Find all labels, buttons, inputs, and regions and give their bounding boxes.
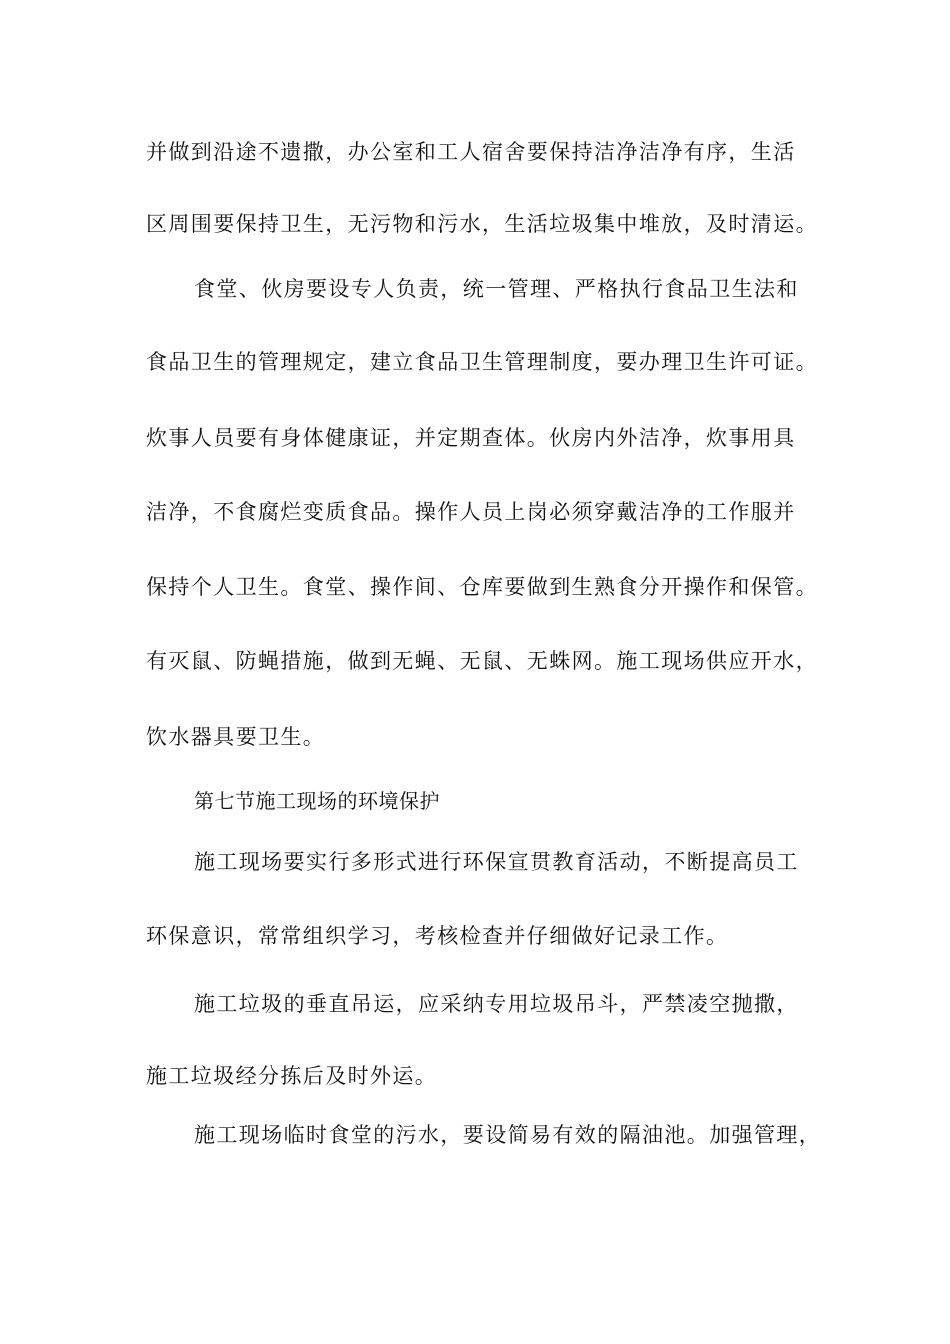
text-line-9: 饮水器具要卫生。 (146, 725, 326, 749)
text-line-5: 炊事人员要有身体健康证，并定期查体。伙房内外洁净，炊事用具 (146, 426, 796, 450)
text-line-13: 施工垃圾的垂直吊运，应采纳专用垃圾吊斗，严禁凌空抛撒， (194, 992, 799, 1016)
text-line-3: 食堂、伙房要设专人负责，统一管理、严格执行食品卫生法和 (194, 277, 799, 301)
text-line-7: 保持个人卫生。食堂、操作间、仓库要做到生熟食分开操作和保管。 (146, 575, 818, 599)
text-line-14: 施工垃圾经分拣后及时外运。 (146, 1064, 438, 1088)
text-line-6: 洁净，不食腐烂变质食品。操作人员上岗必须穿戴洁净的工作服并 (146, 500, 796, 524)
text-line-15: 施工现场临时食堂的污水，要设简易有效的隔油池。加强管理， (194, 1123, 822, 1147)
text-line-4: 食品卫生的管理规定，建立食品卫生管理制度，要办理卫生许可证。 (146, 350, 818, 374)
text-line-11: 施工现场要实行多形式进行环保宣贯教育活动，不断提高员工 (194, 850, 799, 874)
text-line-2: 区周围要保持卫生，无污物和污水，生活垃圾集中堆放，及时清运。 (146, 212, 818, 236)
text-line-8: 有灭鼠、防蝇措施，做到无蝇、无鼠、无蛛网。施工现场供应开水， (146, 649, 818, 673)
text-line-12: 环保意识，常常组织学习，考核检查并仔细做好记录工作。 (146, 924, 729, 948)
section-heading: 第七节施工现场的环境保护 (194, 789, 440, 813)
text-line-1: 并做到沿途不遗撒，办公室和工人宿舍要保持洁净洁净有序，生活 (146, 140, 796, 164)
